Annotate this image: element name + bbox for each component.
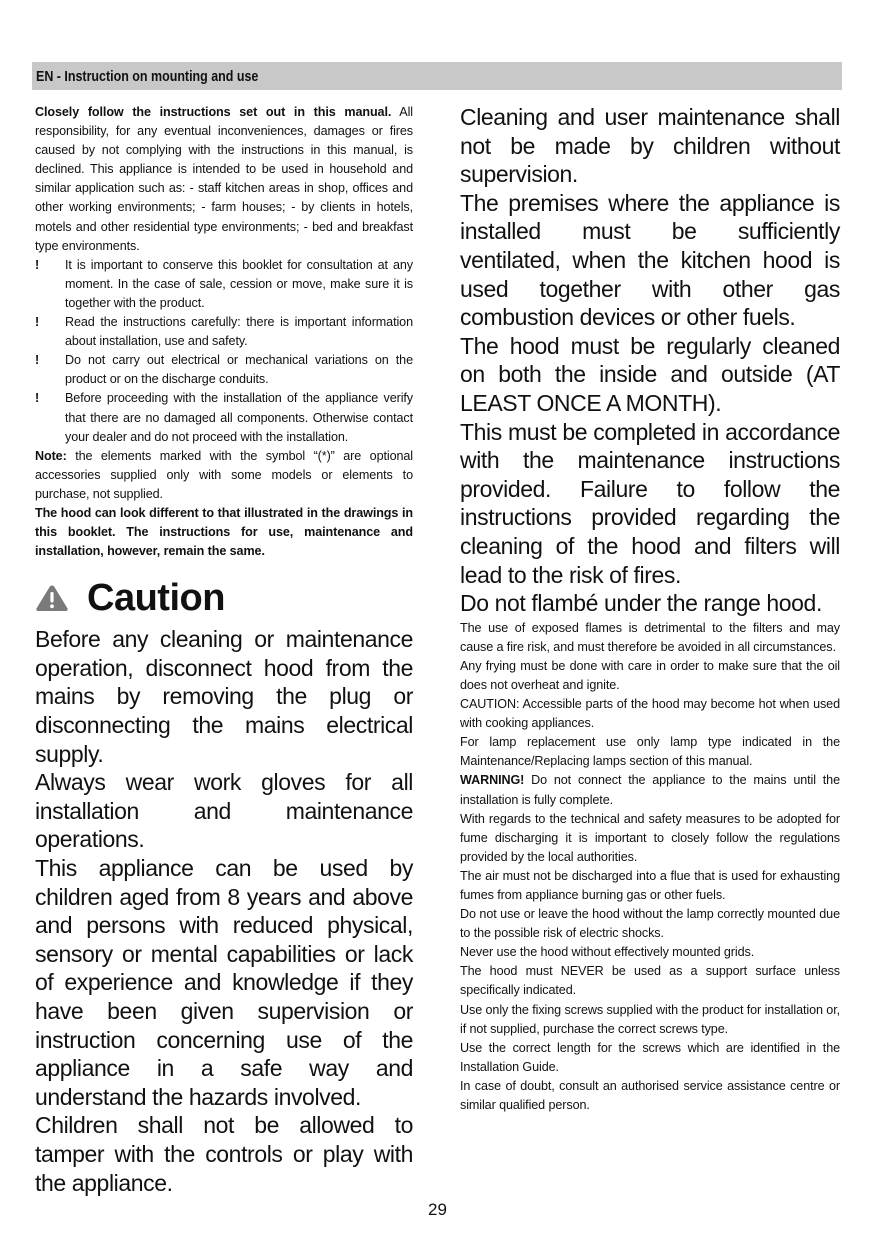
caution-paragraph: This appliance can be used by children aged from 8 years and above and persons with reduced physical, sensory or mental capabilities or lack of experience and knowledge if they have been given supervision or instruction concerning use of the appliance in a safe way and understand the hazards involved. (35, 855, 413, 1110)
note-label: Note: (35, 448, 67, 463)
bullet-mark: ! (35, 391, 40, 406)
bullet-item (35, 313, 413, 351)
left-column (35, 103, 413, 1197)
safety-paragraph: Cleaning and user maintenance shall not be made by children without supervision. (460, 104, 840, 188)
right-column (460, 103, 840, 1115)
safety-paragraph: This must be completed in accordance with the maintenance instructions provided. Failure to follow the instructions provided regarding the cleaning of the hood and filters will lead to the risk of fires. (460, 418, 840, 588)
caution-title: Caution (87, 576, 225, 619)
safety-note: Do not use or leave the hood without the lamp correctly mounted due to the possible risk of electric shocks. (460, 907, 840, 941)
safety-note: The hood must NEVER be used as a support surface unless specifically indicated. (460, 964, 840, 998)
section-title: EN - Instruction on mounting and use (36, 69, 259, 85)
safety-large-text (460, 103, 840, 618)
safety-note: Any frying must be done with care in order to make sure that the oil does not overheat and ignite. (460, 658, 840, 692)
intro-paragraph (35, 103, 413, 256)
bullet-item (35, 256, 413, 313)
safety-paragraph: The premises where the appliance is installed must be sufficiently ventilated, when the kitchen hood is used together with other gas combustion devices or other fuels. (460, 189, 840, 331)
caution-paragraph: Children shall not be allowed to tamper with the controls or play with the appliance. (35, 1112, 413, 1196)
bullet-text: Do not carry out electrical or mechanical variations on the product or on the discharge conduits. (65, 353, 413, 387)
page-number: 29 (428, 1200, 447, 1219)
safety-note: With regards to the technical and safety measures to be adopted for fume discharging it is important to closely follow the regulations provided by the local authorities. (460, 811, 840, 864)
bullet-mark: ! (35, 257, 40, 272)
caution-heading (35, 573, 413, 623)
bullet-mark: ! (35, 315, 40, 330)
bullet-item (35, 351, 413, 389)
intro-text: All responsibility, for any eventual inconveniences, damages or fires caused by not complying with the instructions in this manual, is declined. This appliance is intended to be used in household and similar application such as: - staff kitchen areas in shop, offices and other working environments; - farm houses; - by clients in hotels, motels and other residential type environments; - bed and breakfast type environments. (35, 105, 414, 253)
safety-note: CAUTION: Accessible parts of the hood may become hot when used with cooking appliances. (460, 697, 840, 731)
caution-paragraph: Before any cleaning or maintenance operation, disconnect hood from the mains by removing the plug or disconnecting the mains electrical supply. (35, 626, 413, 767)
safety-paragraph: The hood must be regularly cleaned on both the inside and outside (AT LEAST ONCE A MONTH). (460, 332, 840, 416)
bullet-text: It is important to conserve this booklet for consultation at any moment. In the case of sale, cession or move, make sure it is together with the product. (65, 257, 413, 310)
warning-text: Do not connect the appliance to the mains until the installation is fully complete. (460, 773, 840, 807)
caution-paragraph: Always wear work gloves for all installation and maintenance operations. (35, 769, 413, 853)
safety-note: In case of doubt, consult an authorised service assistance centre or similar qualified person. (460, 1078, 840, 1113)
intro-bold-text: Closely follow the instructions set out in this manual. (35, 105, 392, 119)
bullet-text: Read the instructions carefully: there is important information about installation, use and safety. (65, 315, 413, 349)
safety-note: The use of exposed flames is detrimental to the filters and may cause a fire risk, and must therefore be avoided in all circumstances. (460, 620, 840, 654)
note-text: the elements marked with the symbol “(*)” are optional accessories supplied only with some models or elements to purchase, not supplied. (35, 448, 413, 501)
safety-note: Never use the hood without effectively mounted grids. (460, 945, 755, 960)
safety-paragraph: Do not flambé under the range hood. (460, 590, 822, 617)
note-paragraph (35, 447, 413, 504)
safety-note: For lamp replacement use only lamp type indicated in the Maintenance/Replacing lamps section of this manual. (460, 735, 840, 769)
warning-label: WARNING! (460, 773, 525, 788)
safety-note: Use the correct length for the screws which are identified in the Installation Guide. (460, 1040, 840, 1074)
bullet-mark: ! (35, 353, 40, 368)
caution-text-block (35, 625, 413, 1197)
safety-small-text (460, 619, 840, 1115)
section-header-bar (32, 62, 842, 90)
warning-paragraph (460, 771, 840, 809)
safety-note: Use only the fixing screws supplied with the product for installation or, if not supplied, purchase the correct screws type. (460, 1002, 840, 1036)
intro-block (35, 103, 413, 561)
bullet-item (35, 389, 413, 446)
safety-note: The air must not be discharged into a flue that is used for exhausting fumes from appliance burning gas or other fuels. (460, 868, 840, 902)
warning-triangle-icon (35, 584, 69, 612)
bullet-text: Before proceeding with the installation of the appliance verify that there are no damaged all components. Otherwise contact your dealer and do not proceed with the installation. (65, 391, 413, 444)
hood-notice: The hood can look different to that illustrated in the drawings in this booklet. The instructions for use, maintenance and installation, however, remain the same. (35, 505, 413, 559)
